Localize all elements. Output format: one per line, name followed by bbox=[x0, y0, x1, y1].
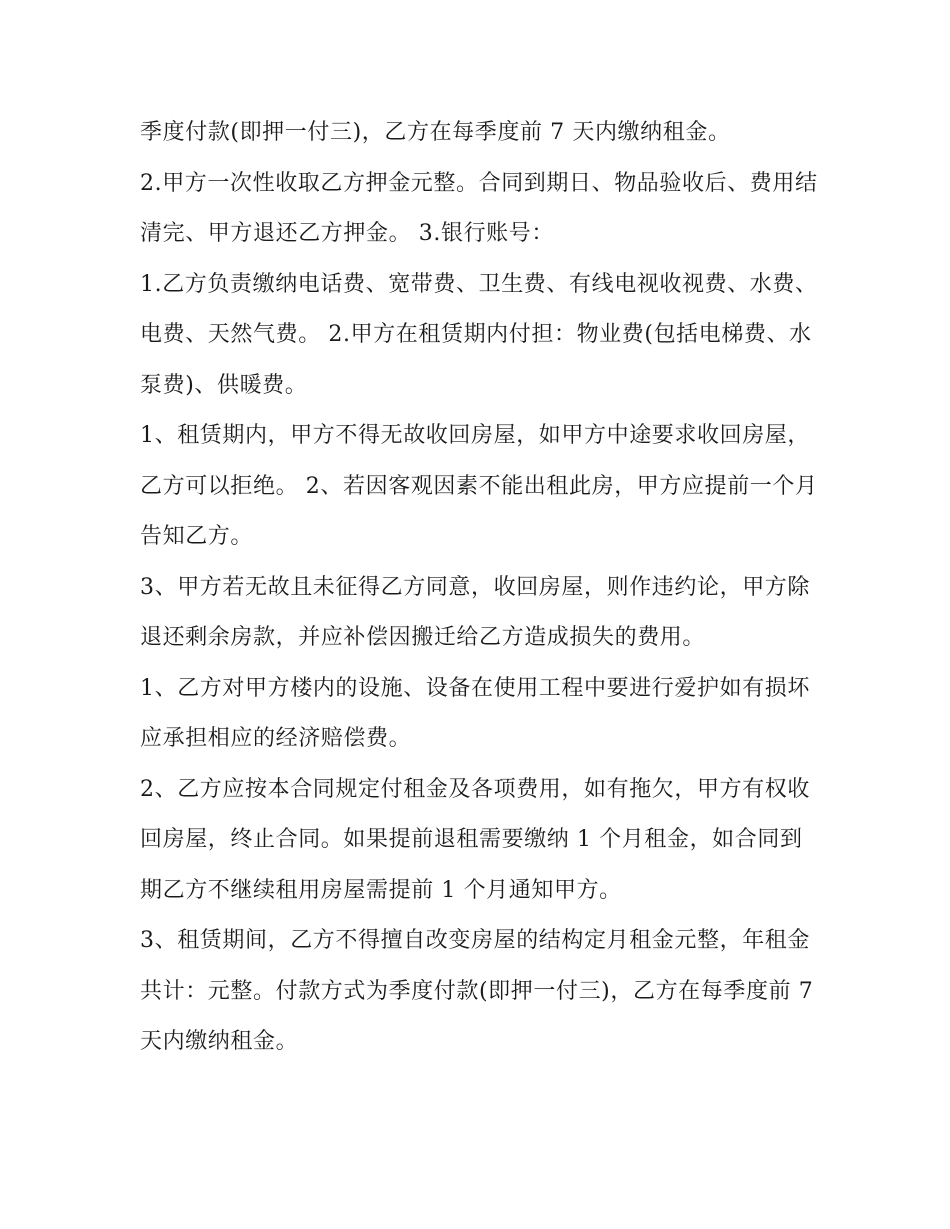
paragraph-landlord-recovery: 1、租赁期内，甲方不得无故收回房屋，如甲方中途要求收回房屋，乙方可以拒绝。 2、若因客观因素不能出租此房，甲方应提前一个月告知乙方。 bbox=[140, 423, 818, 549]
paragraph-fees: 1.乙方负责缴纳电话费、宽带费、卫生费、有线电视收视费、水费、电费、天然气费。 2.甲方在租赁期内付担：物业费(包括电梯费、水泵费)、供暖费。 bbox=[140, 271, 818, 398]
paragraph-facilities: 1、乙方对甲方楼内的设施、设备在使用工程中要进行爱护如有损坏应承担相应的经济赔偿费。 bbox=[140, 675, 810, 751]
paragraph-payment-schedule: 季度付款(即押一付三)，乙方在每季度前 7 天内缴纳租金。 bbox=[140, 120, 731, 145]
paragraph-breach: 3、甲方若无故且未征得乙方同意，收回房屋，则作违约论，甲方除退还剩余房款，并应补偿因搬迁给乙方造成损失的费用。 bbox=[140, 574, 810, 650]
paragraph-rent-arrears: 2、乙方应按本合同规定付租金及各项费用，如有拖欠，甲方有权收回房屋，终止合同。如果提前退租需要缴纳 1 个月租金，如合同到期乙方不继续租用房屋需提前 1 个月通知甲方。 bbox=[140, 776, 810, 903]
document-page bbox=[140, 108, 820, 1068]
paragraph-deposit: 2.甲方一次性收取乙方押金元整。合同到期日、物品验收后、费用结清完、甲方退还乙方押金。 3.银行账号： bbox=[140, 170, 818, 246]
paragraph-structure: 3、租赁期间，乙方不得擅自改变房屋的结构定月租金元整，年租金共计：元整。付款方式为季度付款(即押一付三)，乙方在每季度前 7 天内缴纳租金。 bbox=[140, 928, 821, 1054]
